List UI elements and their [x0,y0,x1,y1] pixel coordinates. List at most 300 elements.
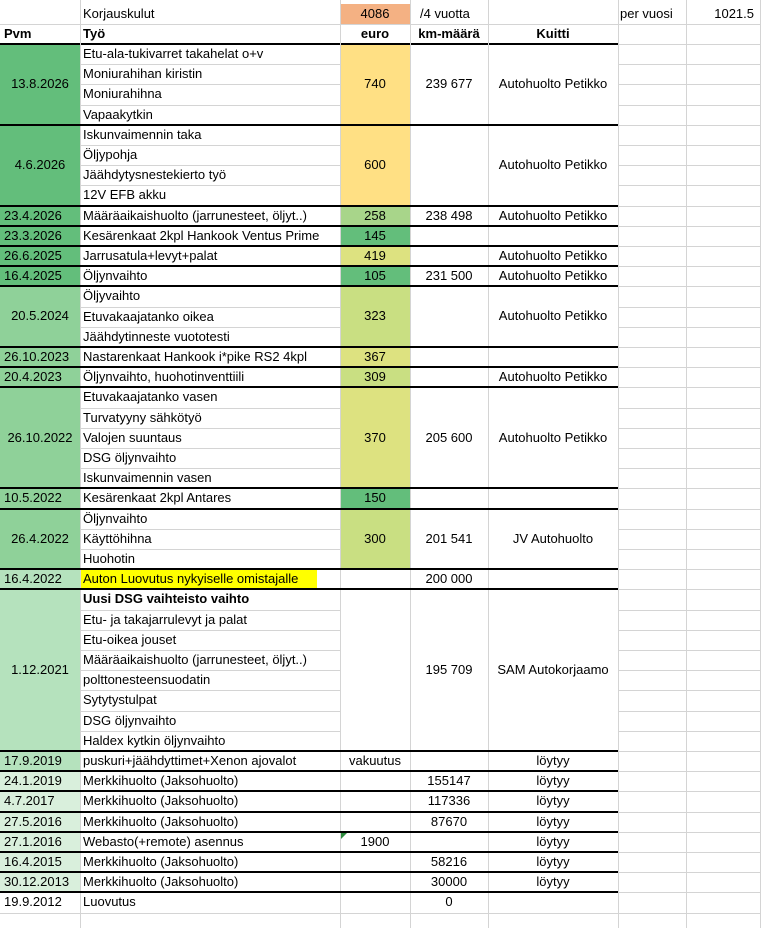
receipt-cell[interactable] [488,791,618,811]
gridline-h [80,610,340,611]
receipt-cell[interactable] [488,367,618,387]
work-text: Merkkihuolto (Jaksohuolto) [83,793,239,809]
date-cell[interactable] [0,771,80,791]
euro-text: 419 [364,248,386,263]
receipt-cell[interactable] [488,832,618,852]
row-border [0,750,618,752]
gridline-h [618,105,760,106]
date-cell[interactable] [0,509,80,570]
work-item[interactable] [80,569,317,589]
receipt-cell[interactable] [488,347,618,367]
gridline-v [618,0,619,928]
receipt-cell[interactable] [488,206,618,226]
work-item[interactable] [80,44,340,64]
km-cell[interactable] [410,852,488,872]
date-cell[interactable] [0,812,80,832]
summary-label: Korjauskulut [83,6,155,21]
row-border [0,851,618,853]
receipt-cell[interactable] [488,286,618,347]
work-text: Etuvakaajatanko oikea [83,308,214,324]
receipt-text: löytyy [536,874,570,890]
date-text: 26.4.2022 [11,530,69,546]
receipt-text: Autohuolto Petikko [498,248,608,263]
date-cell[interactable] [0,589,80,751]
date-cell[interactable] [0,852,80,872]
gridline-v [686,0,687,928]
receipt-cell[interactable] [488,812,618,832]
work-item[interactable] [80,468,340,488]
work-text: Moniurahihna [83,86,162,102]
work-item[interactable] [80,589,340,609]
receipt-cell[interactable] [488,44,618,125]
euro-text: 740 [364,76,386,91]
gridline-h [618,266,760,267]
km-cell[interactable] [410,488,488,508]
work-item[interactable] [80,670,340,690]
gridline-v [488,0,489,928]
receipt-cell[interactable] [488,852,618,872]
date-cell[interactable] [0,266,80,286]
receipt-cell[interactable] [488,751,618,771]
euro-cell[interactable] [340,206,410,226]
gridline-h [80,448,340,449]
km-cell[interactable] [410,246,488,266]
euro-cell[interactable] [340,812,410,832]
work-item[interactable] [80,448,340,468]
receipt-cell[interactable] [488,226,618,246]
receipt-text: Autohuolto Petikko [498,76,608,91]
euro-cell[interactable] [340,347,410,367]
work-text: Öljynvaihto, huohotinventtiili [83,369,245,385]
date-cell[interactable] [0,367,80,387]
work-item[interactable] [80,347,340,367]
work-text: Valojen suuntaus [83,429,182,445]
gridline-h [618,812,760,813]
work-item[interactable] [80,509,340,529]
gridline-h [618,226,760,227]
date-cell[interactable] [0,872,80,892]
km-text: 238 498 [425,207,473,223]
date-text: 16.4.2022 [4,571,62,587]
gridline-h [618,84,760,85]
date-cell[interactable] [0,286,80,347]
header-km[interactable] [410,24,488,44]
euro-cell[interactable] [340,44,410,125]
work-text: DSG öljynvaihto [83,712,177,728]
work-item[interactable] [80,226,340,246]
gridline-h [618,327,760,328]
work-item[interactable] [80,84,340,104]
work-text: Sytytystulpat [83,692,157,708]
gridline-h [80,165,340,166]
work-text: Jarrusatula+levyt+palat [83,248,218,263]
work-item[interactable] [80,266,340,286]
work-text: Iskunvaimennin vasen [83,470,212,486]
km-cell[interactable] [410,872,488,892]
gridline-h [618,448,760,449]
euro-text: 300 [364,530,386,546]
km-cell[interactable] [410,751,488,771]
euro-cell[interactable] [340,832,410,852]
euro-cell[interactable] [340,286,410,347]
date-cell[interactable] [0,347,80,367]
km-cell[interactable] [410,286,488,347]
receipt-cell[interactable] [488,771,618,791]
row-border [0,811,618,813]
euro-cell[interactable] [340,367,410,387]
receipt-text: Autohuolto Petikko [498,207,608,223]
date-cell[interactable] [0,44,80,125]
date-text: 4.6.2026 [14,156,66,172]
comment-indicator [341,833,347,839]
receipt-cell[interactable] [488,488,618,508]
work-text: DSG öljynvaihto [83,450,177,465]
gridline-h [618,286,760,287]
receipt-cell[interactable] [488,569,618,589]
euro-text: 323 [364,308,386,324]
work-item[interactable] [80,185,340,205]
per-years-cell[interactable] [410,4,488,24]
gridline-h [80,408,340,409]
date-cell[interactable] [0,387,80,488]
euro-cell[interactable] [340,509,410,570]
receipt-text: Autohuolto Petikko [498,369,608,385]
gridline-h [80,549,340,550]
work-text: Huohotin [83,551,136,566]
row-border [0,205,618,207]
km-text: 155147 [427,773,471,789]
gridline-h [618,387,760,388]
km-cell[interactable] [410,812,488,832]
km-cell[interactable] [410,206,488,226]
work-item[interactable] [80,610,340,630]
work-text: Iskunvaimennin taka [83,126,202,142]
row-border [0,225,618,227]
header-receipt[interactable] [488,24,618,44]
total-cost-value: 4086 [360,6,390,21]
receipt-cell[interactable] [488,387,618,488]
date-cell[interactable] [0,791,80,811]
km-cell[interactable] [410,509,488,570]
work-item[interactable] [80,488,340,508]
receipt-cell[interactable] [488,892,618,912]
date-cell[interactable] [0,892,80,912]
row-border [0,124,618,126]
euro-cell[interactable] [340,751,410,771]
work-text: Luovutus [83,894,136,910]
gridline-h [80,630,340,631]
gridline-h [618,408,760,409]
receipt-text: Autohuolto Petikko [498,156,608,172]
gridline-h [618,751,760,752]
per-year-label-cell[interactable] [618,4,686,24]
gridline-v [410,0,411,928]
km-text: 200 000 [425,571,473,587]
date-cell[interactable] [0,569,80,589]
work-text: Turvatyyny sähkötyö [83,409,202,425]
header-date[interactable] [0,24,80,44]
km-cell[interactable] [410,892,488,912]
gridline-h [618,670,760,671]
gridline-h [80,185,340,186]
km-text: 205 600 [425,430,473,446]
header-work[interactable] [80,24,340,44]
km-cell[interactable] [410,367,488,387]
euro-text: 145 [364,227,386,243]
km-text: 195 709 [425,662,473,678]
work-text: Haldex kytkin öljynvaihto [83,732,226,748]
euro-cell[interactable] [340,892,410,912]
work-item[interactable] [80,711,340,731]
km-cell[interactable] [410,791,488,811]
euro-text: 258 [364,207,386,223]
km-cell[interactable] [410,347,488,367]
km-text: 0 [445,894,453,910]
gridline-h [80,307,340,308]
work-item[interactable] [80,428,340,448]
gridline-h [618,165,760,166]
summary-label-cell[interactable] [80,4,340,24]
km-cell[interactable] [410,589,488,751]
work-text: Merkkihuolto (Jaksohuolto) [83,773,239,789]
gridline-h [618,771,760,772]
row-border [0,366,618,368]
work-text: Merkkihuolto (Jaksohuolto) [83,854,239,869]
work-item[interactable] [80,630,340,650]
header-date-label: Pvm [4,26,32,41]
work-item[interactable] [80,307,340,327]
gridline-h [80,731,340,732]
euro-cell[interactable] [340,387,410,488]
row-border [0,487,618,489]
date-cell[interactable] [0,206,80,226]
date-text: 26.6.2025 [4,248,62,263]
euro-cell[interactable] [340,488,410,508]
date-text: 27.1.2016 [4,833,62,849]
date-cell[interactable] [0,488,80,508]
euro-cell[interactable] [340,852,410,872]
date-text: 10.5.2022 [4,490,62,506]
work-text: Jäähdytinneste vuototesti [83,328,230,344]
work-item[interactable] [80,145,340,165]
row-border [0,588,618,590]
gridline-h [0,913,760,914]
receipt-text: löytyy [536,793,570,809]
per-year-value-cell[interactable] [686,4,760,24]
gridline-h [618,610,760,611]
work-text: Merkkihuolto (Jaksohuolto) [83,813,239,829]
work-text: Määräaikaishuolto (jarrunesteet, öljyt..) [83,207,307,223]
work-text: Vapaakytkin [83,106,153,122]
gridline-h [618,307,760,308]
work-item[interactable] [80,387,340,407]
receipt-cell[interactable] [488,872,618,892]
gridline-h [80,468,340,469]
work-item[interactable] [80,812,340,832]
euro-cell[interactable] [340,569,410,589]
date-text: 1.12.2021 [11,662,69,678]
work-text: Moniurahihan kiristin [83,66,203,82]
work-item[interactable] [80,408,340,428]
work-text: Öljynvaihto [83,268,148,284]
gridline-h [0,24,760,25]
row-border [0,386,618,388]
km-cell[interactable] [410,771,488,791]
gridline-h [618,488,760,489]
work-text: Etuvakaajatanko vasen [83,389,218,405]
gridline-h [618,367,760,368]
gridline-v [760,0,761,928]
date-cell[interactable] [0,246,80,266]
km-text: 231 500 [425,268,473,284]
work-text: Jäähdytysnestekierto työ [83,167,227,183]
work-item[interactable] [80,892,340,912]
total-cost-cell[interactable] [340,4,410,24]
work-item[interactable] [80,791,340,811]
gridline-h [80,105,340,106]
work-text: Uusi DSG vaihteisto vaihto [83,591,250,607]
work-item[interactable] [80,751,340,771]
receipt-cell[interactable] [488,246,618,266]
work-item[interactable] [80,731,340,751]
date-cell[interactable] [0,751,80,771]
euro-cell[interactable] [340,266,410,286]
receipt-cell[interactable] [488,589,618,751]
km-cell[interactable] [410,266,488,286]
euro-text: 309 [364,369,386,385]
work-item[interactable] [80,165,340,185]
work-item[interactable] [80,367,340,387]
gridline-h [618,832,760,833]
gridline-h [80,327,340,328]
work-text: Webasto(+remote) asennus [83,833,244,849]
date-cell[interactable] [0,832,80,852]
receipt-cell[interactable] [488,125,618,206]
km-cell[interactable] [410,387,488,488]
work-item[interactable] [80,286,340,306]
work-item[interactable] [80,832,340,852]
receipt-text: löytyy [536,813,570,829]
km-text: 201 541 [425,530,473,546]
row-border [0,346,618,348]
km-cell[interactable] [410,44,488,125]
row-border [0,831,618,833]
gridline-h [618,185,760,186]
work-item[interactable] [80,771,340,791]
receipt-text: löytyy [536,753,570,768]
receipt-cell[interactable] [488,509,618,570]
euro-cell[interactable] [340,771,410,791]
gridline-h [618,791,760,792]
row-border [0,790,618,792]
work-item[interactable] [80,852,340,872]
work-item[interactable] [80,650,340,670]
euro-cell[interactable] [340,872,410,892]
per-year-label: per vuosi [620,6,673,21]
date-text: 20.5.2024 [11,308,69,324]
date-text: 23.3.2026 [4,227,62,243]
gridline-h [618,589,760,590]
work-item[interactable] [80,105,340,125]
gridline-v [340,0,341,928]
gridline-h [618,64,760,65]
work-item[interactable] [80,690,340,710]
gridline-h [80,690,340,691]
km-text: 58216 [430,854,468,869]
receipt-cell[interactable] [488,266,618,286]
work-text: polttonesteensuodatin [83,672,211,688]
work-text: Määräaikaishuolto (jarrunesteet, öljyt..) [83,652,307,667]
gridline-h [618,468,760,469]
gridline-h [618,731,760,732]
km-text: 117336 [427,793,471,809]
work-item[interactable] [80,529,340,549]
gridline-h [618,246,760,247]
work-item[interactable] [80,64,340,84]
euro-text: 367 [364,349,386,364]
work-item[interactable] [80,872,340,892]
work-item[interactable] [80,246,340,266]
receipt-text: löytyy [536,833,570,849]
date-text: 16.4.2015 [4,854,62,869]
work-text: Nastarenkaat Hankook i*pike RS2 4kpl [83,349,308,364]
work-text: Etu-oikea jouset [83,631,177,647]
receipt-text: JV Autohuolto [512,530,594,546]
gridline-h [618,145,760,146]
header-receipt-label: Kuitti [536,26,570,41]
km-cell[interactable] [410,226,488,246]
km-cell[interactable] [410,125,488,206]
gridline-h [618,711,760,712]
row-border [0,245,618,247]
gridline-h [80,711,340,712]
work-item[interactable] [80,125,340,145]
gridline-h [80,670,340,671]
gridline-h [80,650,340,651]
receipt-text: löytyy [536,773,570,789]
gridline-h [618,549,760,550]
gridline-h [618,206,760,207]
per-years-label: /4 vuotta [420,6,470,21]
date-cell[interactable] [0,125,80,206]
gridline-h [80,529,340,530]
euro-cell[interactable] [340,791,410,811]
euro-cell[interactable] [340,226,410,246]
work-text: 12V EFB akku [83,187,167,203]
date-cell[interactable] [0,226,80,246]
gridline-h [80,428,340,429]
km-cell[interactable] [410,832,488,852]
euro-cell[interactable] [340,246,410,266]
km-cell[interactable] [410,569,488,589]
euro-cell[interactable] [340,125,410,206]
date-text: 16.4.2025 [4,268,62,284]
euro-text: 150 [364,490,386,506]
euro-cell[interactable] [340,589,410,751]
work-item[interactable] [80,206,340,226]
work-text: Öljyvaihto [83,288,141,304]
work-item[interactable] [80,549,340,569]
header-euro[interactable] [340,24,410,44]
header-bottom-border [0,43,618,45]
row-border [0,568,618,570]
euro-text: 1900 [360,833,390,849]
km-text: 239 677 [425,76,473,91]
date-text: 19.9.2012 [4,894,62,910]
euro-text: vakuutus [348,753,402,768]
work-item[interactable] [80,327,340,347]
work-text: Etu- ja takajarrulevyt ja palat [83,611,248,627]
